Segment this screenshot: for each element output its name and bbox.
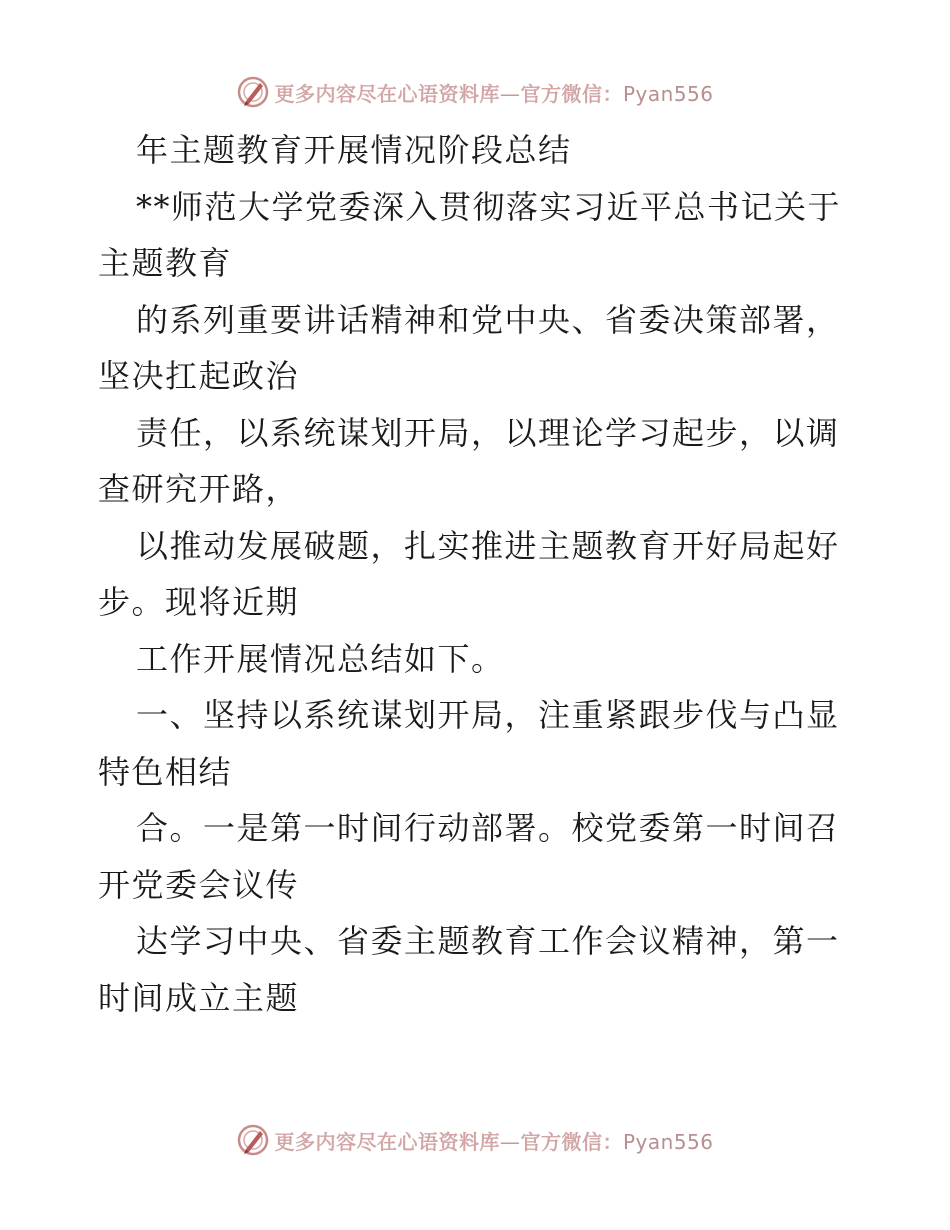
footer-site-text: 更多内容尽在心语资料库 <box>274 1129 500 1154</box>
footer-text <box>274 1126 713 1155</box>
header-text <box>274 78 713 107</box>
doc-line: 特色相结 <box>98 752 233 791</box>
header-banner <box>0 72 950 112</box>
pen-logo-icon <box>236 1123 270 1157</box>
doc-line: 时间成立主题 <box>98 978 300 1017</box>
footer-dash: — <box>499 1129 521 1154</box>
doc-line: 查研究开路， <box>98 470 300 508</box>
doc-line: 责任，以系统谋划开局，以理论学习起步，以调 <box>136 413 840 452</box>
header-dash: — <box>499 81 521 106</box>
header-wechat-label: 官方微信： <box>520 81 623 106</box>
doc-line: **师范大学党委深入贯彻落实习近平总书记关于 <box>136 187 842 226</box>
doc-line: 步。现将近期 <box>98 583 300 621</box>
doc-line: 年主题教育开展情况阶段总结 <box>136 131 572 169</box>
doc-line: 达学习中央、省委主题教育工作会议精神，第一 <box>136 922 840 960</box>
doc-line: 一、坚持以系统谋划开局，注重紧跟步伐与凸显 <box>136 696 840 734</box>
doc-line: 以推动发展破题，扎实推进主题教育开好局起好 <box>136 526 840 565</box>
doc-line: 合。一是第一时间行动部署。校党委第一时间召 <box>136 809 840 847</box>
doc-line: 的系列重要讲话精神和党中央、省委决策部署， <box>136 300 840 339</box>
header-wechat-id: Pyan556 <box>622 81 714 106</box>
doc-line: 坚决扛起政治 <box>98 357 300 395</box>
header-site-text: 更多内容尽在心语资料库 <box>274 81 500 106</box>
footer-banner <box>0 1120 950 1160</box>
document-body <box>98 122 858 1026</box>
footer-wechat-label: 官方微信： <box>520 1129 623 1154</box>
pen-logo-icon <box>236 75 270 109</box>
doc-line: 开党委会议传 <box>98 865 300 904</box>
footer-wechat-id: Pyan556 <box>622 1129 714 1154</box>
doc-line: 工作开展情况总结如下。 <box>136 639 505 678</box>
doc-line: 主题教育 <box>98 244 233 282</box>
